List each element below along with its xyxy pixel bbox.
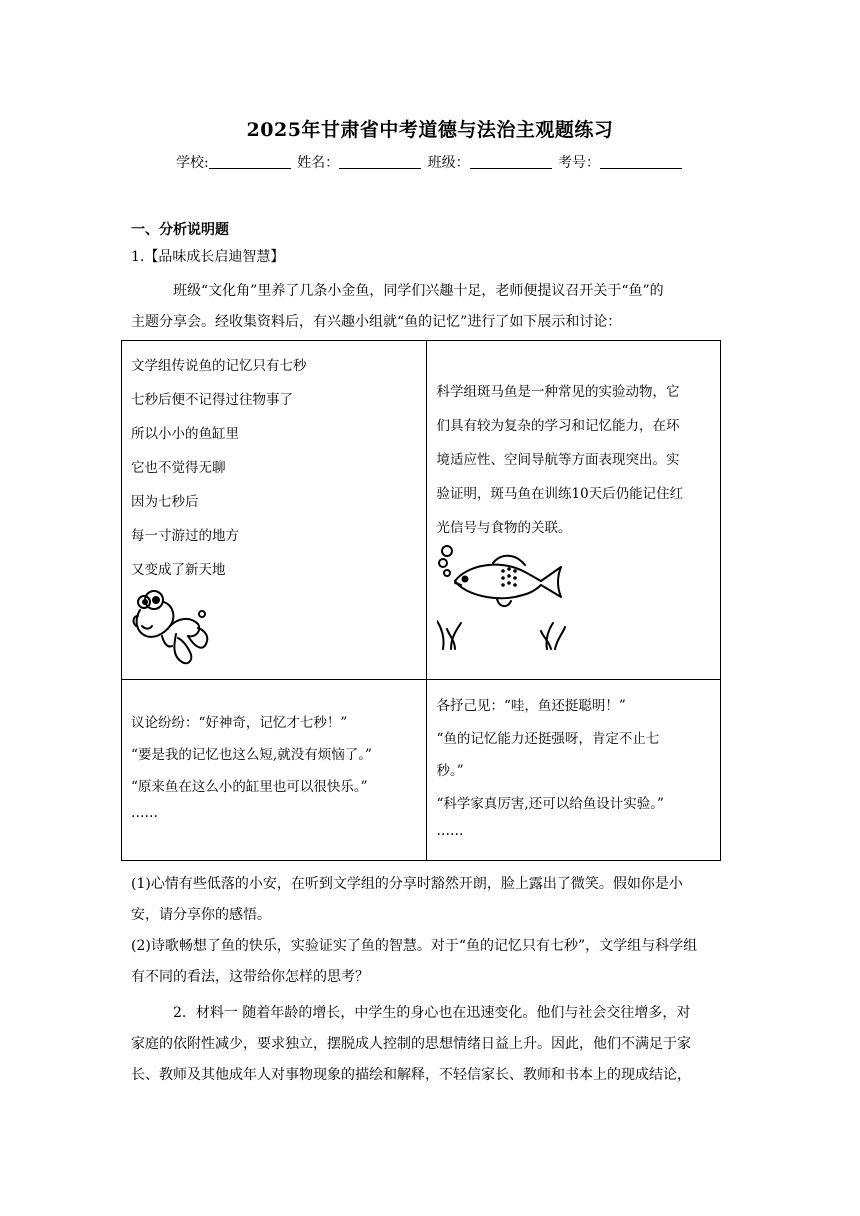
science-cell — [426, 341, 721, 680]
literature-line: 文学组传说鱼的记忆只有七秒 — [131, 358, 307, 374]
goldfish-illustration — [132, 586, 222, 672]
school-blank[interactable] — [209, 154, 291, 169]
opinion-line: “鱼的记忆能力还挺强呀，肯定不止七 — [436, 731, 660, 747]
literature-cell — [122, 341, 427, 680]
student-info-line — [0, 152, 860, 172]
class-blank[interactable] — [470, 154, 552, 169]
exam-number-blank[interactable] — [600, 154, 682, 169]
science-line: 光信号与食物的关联。 — [436, 520, 572, 536]
discussion-line: “原来鱼在这么小的缸里也可以很快乐。” — [131, 779, 368, 795]
material-table — [121, 340, 721, 861]
q2-line-2: 家庭的依附性减少，要求独立，摆脱成人控制的思想情绪日益上升。因此，他们不满足于家 — [131, 1036, 691, 1052]
discussion-line: 议论纷纷：“好神奇，记忆才七秒！” — [131, 715, 348, 731]
q1-heading: 1.【品味成长启迪智慧】 — [131, 249, 285, 265]
discussion-line: “要是我的记忆也这么短,就没有烦恼了。” — [131, 747, 372, 763]
literature-line: 它也不觉得无聊 — [131, 460, 226, 476]
name-label: 姓名： — [297, 155, 340, 171]
q1-sub2-line-1: (2)诗歌畅想了鱼的快乐，实验证实了鱼的智慧。对于“鱼的记忆只有七秒”，文学组与科学组 — [131, 938, 698, 954]
q1-intro — [131, 276, 731, 338]
science-line: 验证明，斑马鱼在训练10天后仍能记住红 — [436, 486, 684, 502]
zebrafish-illustration — [437, 541, 567, 653]
name-blank[interactable] — [339, 154, 421, 169]
science-line: 们具有较为复杂的学习和记忆能力，在环 — [436, 418, 680, 434]
science-line: 境适应性、空间导航等方面表现突出。实 — [436, 452, 680, 468]
opinion-line: …… — [436, 823, 464, 839]
discussion-line: …… — [131, 805, 158, 821]
opinion-line: 各抒己见：“哇，鱼还挺聪明！” — [436, 698, 626, 714]
literature-line: 因为七秒后 — [131, 494, 199, 510]
literature-line: 所以小小的鱼缸里 — [131, 426, 239, 442]
q1-sub1-line-1: (1)心情有些低落的小安，在听到文学组的分享时豁然开朗，脸上露出了微笑。假如你是小 — [131, 876, 683, 892]
opinion-cell — [426, 680, 721, 861]
q2-line-3: 长、教师及其他成年人对事物现象的描绘和解释，不轻信家长、教师和书本上的现成结论， — [131, 1067, 691, 1083]
q1-sub2 — [131, 931, 731, 993]
q1-sub1-line-2: 安，请分享你的感悟。 — [131, 907, 271, 923]
q1-sub2-line-2: 有不同的看法，这带给你怎样的思考？ — [131, 969, 369, 985]
q2-material — [131, 998, 731, 1091]
q1-intro-line-1: 班级“文化角”里养了几条小金鱼，同学们兴趣十足，老师便提议召开关于“鱼”的 — [173, 283, 664, 299]
q1-intro-line-2: 主题分享会。经收集资料后，有兴趣小组就“鱼的记忆”进行了如下展示和讨论： — [131, 314, 622, 330]
science-line: 科学组斑马鱼是一种常见的实验动物，它 — [436, 384, 680, 400]
opinion-line: 秒。” — [436, 763, 464, 779]
discussion-cell — [122, 680, 427, 861]
class-label: 班级： — [427, 155, 470, 171]
page-title: 2025年甘肃省中考道德与法治主观题练习 — [246, 119, 614, 141]
school-label: 学校: — [175, 155, 209, 171]
literature-line: 又变成了新天地 — [131, 562, 226, 578]
exam-number-label: 考号： — [558, 155, 601, 171]
q1-sub1 — [131, 869, 731, 931]
literature-line: 七秒后便不记得过往物事了 — [131, 392, 293, 408]
section-title: 一、分析说明题 — [131, 222, 229, 238]
opinion-line: “科学家真厉害,还可以给鱼设计实验。” — [436, 796, 664, 812]
q2-line-1: 2．材料一 随着年龄的增长，中学生的身心也在迅速变化。他们与社会交往增多，对 — [173, 1005, 691, 1021]
literature-line: 每一寸游过的地方 — [131, 528, 239, 544]
